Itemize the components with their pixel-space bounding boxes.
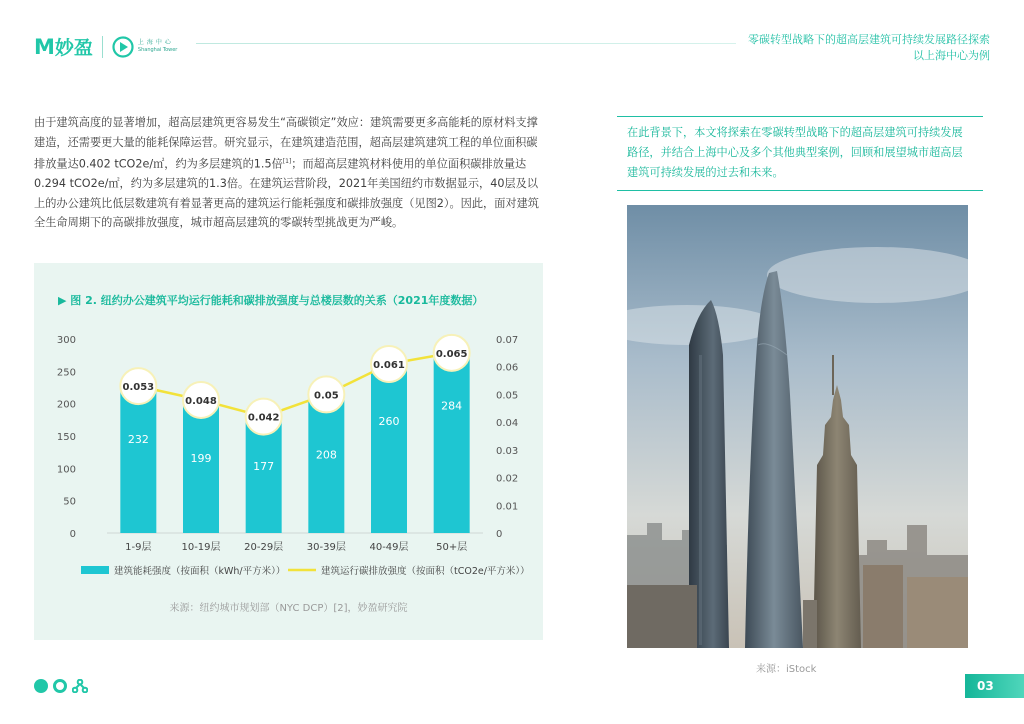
tri-node-icon <box>72 679 88 693</box>
y-left-tick-label: 150 <box>56 432 76 443</box>
x-tick-label: 1-9层 <box>125 542 152 553</box>
y-right-tick-label: 0.03 <box>496 445 519 457</box>
logo-wordmark: 妙盈 <box>54 37 93 59</box>
header-divider <box>196 43 736 44</box>
bar-value-label: 177 <box>253 460 275 474</box>
bar-value-label: 232 <box>127 432 149 446</box>
pull-quote: 在此背景下，本文将探索在零碳转型战略下的超高层建筑可持续发展路径，并结合上海中心及多个其他典型案例，回顾和展望城市超高层建筑可持续发展的过去和未来。 <box>617 116 983 191</box>
x-tick-label: 30-39层 <box>306 542 346 553</box>
running-title-main: 零碳转型战略下的超高层建筑可持续发展路径探索 <box>748 33 990 46</box>
line-value-label: 0.065 <box>435 348 468 360</box>
y-right-tick-label: 0.01 <box>496 501 519 513</box>
y-left-tick-label: 50 <box>63 496 76 508</box>
y-right-tick-label: 0.04 <box>496 418 519 430</box>
line-value-label: 0.048 <box>185 395 217 407</box>
x-tick-label: 40-49层 <box>369 542 409 553</box>
chart-title: ▶ 图 2. 纽约办公建筑平均运行能耗和碳排放强度与总楼层数的关系（2021年度数据） <box>58 294 484 307</box>
x-tick-label: 20-29层 <box>244 542 284 553</box>
legend-bar-label: 建筑能耗强度（按面积（kWh/平方米）） <box>114 566 286 577</box>
bar-value-label: 199 <box>190 452 212 466</box>
solid-circle-icon <box>34 679 48 693</box>
body-paragraph <box>34 113 544 233</box>
logo-divider <box>102 36 103 58</box>
y-left-tick-label: 250 <box>56 367 76 379</box>
y-right-tick-label: 0.02 <box>496 473 519 485</box>
partner-logo-text <box>138 40 177 53</box>
body-text-part2: ；而超高层建筑材料使用的单位面积碳排放量达0.294 tCO2e/㎡，约为多层建筑的1.3倍。在建筑运营阶段，2021年美国纽约市数据显示，40层及以上的办公建筑比低层数建筑有着显著更高的建筑运行能耗强度和碳排放强度（见图2）。因此，面对建筑全生命周期下的高碳排放强度，城市超高层建筑的零碳转型挑战更为严峻。 <box>34 157 539 230</box>
footer-brand-icons <box>34 679 88 693</box>
x-tick-label: 10-19层 <box>181 542 221 553</box>
shanghai-tower-logo-icon <box>112 36 134 58</box>
chart-plot <box>34 263 543 640</box>
legend-bar-swatch <box>81 566 109 574</box>
bar-10-19层 <box>183 404 219 533</box>
bar-value-label: 284 <box>441 399 463 413</box>
bar-20-29层 <box>246 419 282 533</box>
logo-m-mark: M <box>34 34 54 59</box>
bar-40-49层 <box>371 365 407 533</box>
line-value-label: 0.05 <box>313 390 339 402</box>
line-value-label: 0.061 <box>373 359 405 371</box>
y-right-tick-label: 0 <box>496 529 503 540</box>
y-left-tick-label: 300 <box>56 335 76 346</box>
y-left-tick-label: 200 <box>56 399 76 411</box>
y-right-tick-label: 0.07 <box>496 335 519 346</box>
running-title <box>748 32 990 64</box>
footnote-ref: [1] <box>282 158 292 165</box>
y-left-tick-label: 0 <box>69 529 76 540</box>
chart-source: 来源：纽约城市规划部（NYC DCP）[2]，妙盈研究院 <box>169 603 408 614</box>
bar-30-39层 <box>308 398 344 533</box>
legend-line-label: 建筑运行碳排放强度（按面积（tCO2e/平方米）） <box>321 566 530 577</box>
skyline-photo <box>627 205 968 648</box>
brand-logo <box>34 33 177 60</box>
bar-value-label: 208 <box>315 448 337 462</box>
y-right-tick-label: 0.06 <box>496 362 519 374</box>
bar-50+层 <box>434 349 470 533</box>
page-number: 03 <box>967 674 1024 698</box>
photo-source: 来源：iStock <box>756 664 817 675</box>
bar-1-9层 <box>120 383 156 533</box>
chart-panel <box>34 263 543 640</box>
partner-logo-en: Shanghai Tower <box>137 47 178 53</box>
ring-circle-icon <box>53 679 67 693</box>
body-text-part1: 由于建筑高度的显著增加，超高层建筑更容易发生“高碳锁定”效应：建筑需要更多高能耗的原材料支撑建造，还需要更大量的能耗保障运营。研究显示，在建筑建造范围，超高层建筑建筑工程的单位面积碳排放量达0.402 tCO2e/㎡，约为多层建筑的1.5倍 <box>34 116 538 171</box>
shanghai-skyline-image <box>627 205 968 648</box>
bar-value-label: 260 <box>378 414 400 428</box>
y-left-tick-label: 100 <box>56 464 76 476</box>
partner-logo-cn: 上海中心 <box>137 39 174 46</box>
line-value-label: 0.042 <box>247 412 280 424</box>
running-title-sub: 以上海中心为例 <box>913 49 990 62</box>
y-right-tick-label: 0.05 <box>496 390 519 402</box>
x-tick-label: 50+层 <box>436 542 468 553</box>
line-value-label: 0.053 <box>122 382 155 394</box>
